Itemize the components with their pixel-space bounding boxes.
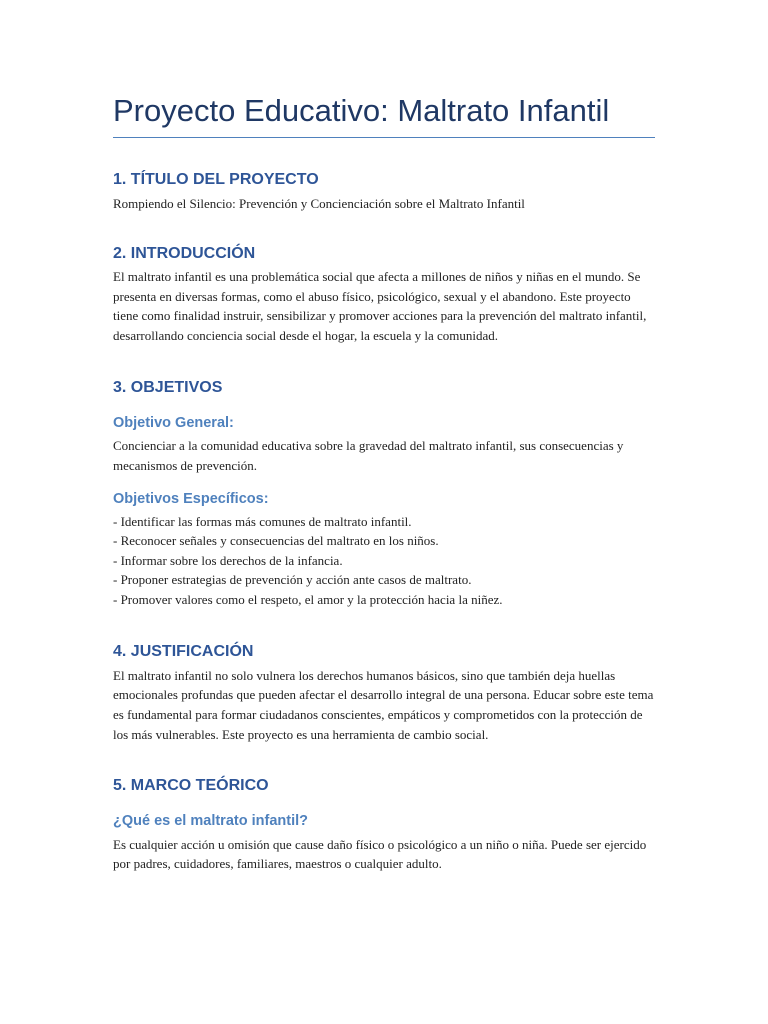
- list-item: - Identificar las formas más comunes de maltrato infantil.: [113, 513, 412, 529]
- objetivo-general-text: Concienciar a la comunidad educativa sobre la gravedad del maltrato infantil, sus consecuencias y mecanismos de prevención.: [113, 438, 624, 473]
- title-divider: [113, 137, 655, 138]
- section-heading-marco-teorico: 5. MARCO TEÓRICO: [113, 777, 269, 795]
- introduccion-text: El maltrato infantil es una problemática social que afecta a millones de niños y niñas en el mundo. Se presenta en diversas formas, como el abuso físico, psicológico, sexual y el abandono. Este proyecto tiene como finalidad instruir, sensibilizar y promover acciones para la prevención del maltrato infantil, desarrollando conciencia social desde el hogar, la escuela y la comunidad.: [113, 269, 647, 343]
- list-item: - Informar sobre los derechos de la infancia.: [113, 552, 343, 568]
- objetivos-especificos-list: [113, 512, 658, 610]
- list-item: - Promover valores como el respeto, el amor y la protección hacia la niñez.: [113, 592, 503, 608]
- list-item: - Reconocer señales y consecuencias del maltrato en los niños.: [113, 533, 439, 549]
- justificacion-text: El maltrato infantil no solo vulnera los derechos humanos básicos, sino que también deja huellas emocionales profundas que pueden afectar el desarrollo integral de una persona. Educar sobre este tema es fundamental para formar ciudadanos conscientes, empáticos y comprometidos con la protección de los más vulnerables. Este proyecto es una herramienta de cambio social.: [113, 667, 654, 742]
- list-item: - Proponer estrategias de prevención y acción ante casos de maltrato.: [113, 572, 472, 588]
- titulo-text: Rompiendo el Silencio: Prevención y Concienciación sobre el Maltrato Infantil: [113, 196, 525, 212]
- subheading-objetivos-especificos: Objetivos Específicos:: [113, 491, 269, 508]
- marco-teorico-text: Es cualquier acción u omisión que cause daño físico o psicológico a un niño o niña. Puede ser ejercido por padres, cuidadores, familiares, maestros o cualquier adulto.: [113, 836, 647, 872]
- section-heading-titulo: 1. TÍTULO DEL PROYECTO: [113, 171, 319, 189]
- section-heading-introduccion: 2. INTRODUCCIÓN: [113, 244, 256, 262]
- document-page: [113, 92, 658, 874]
- section-heading-justificacion: 4. JUSTIFICACIÓN: [113, 642, 254, 660]
- section-heading-objetivos: 3. OBJETIVOS: [113, 378, 223, 396]
- subheading-que-es-maltrato: ¿Qué es el maltrato infantil?: [113, 813, 308, 830]
- subheading-objetivo-general: Objetivo General:: [113, 414, 234, 431]
- document-title: Proyecto Educativo: Maltrato Infantil: [113, 93, 610, 128]
